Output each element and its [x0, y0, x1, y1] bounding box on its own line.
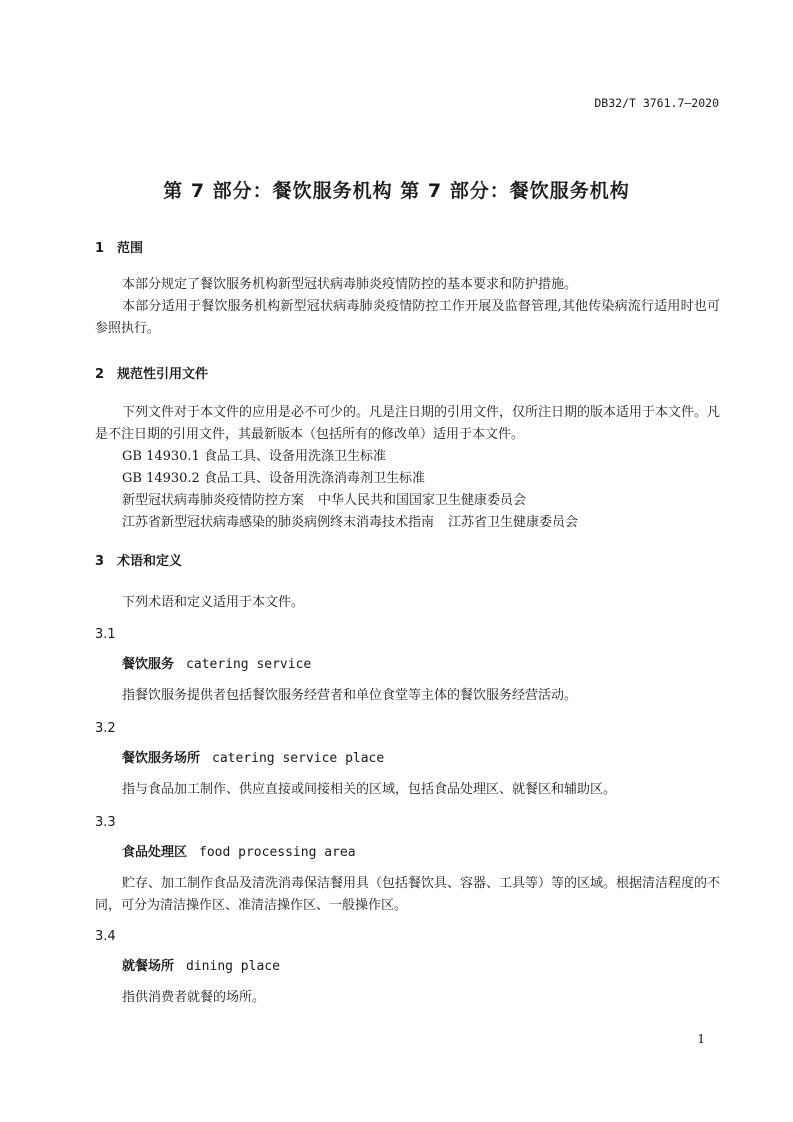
- reference-name: GB 14930.1 食品工具、设备用洗涤卫生标准: [122, 449, 386, 464]
- section-number: 1: [95, 241, 105, 256]
- term-name: [95, 842, 720, 864]
- section-heading: [95, 364, 720, 386]
- reference-item: [95, 468, 720, 490]
- term-en: food processing area: [199, 845, 356, 860]
- reference-name: GB 14930.2 食品工具、设备用洗涤消毒剂卫生标准: [122, 471, 425, 486]
- term-zh: 就餐场所: [122, 959, 175, 974]
- term-entry: [95, 748, 720, 770]
- reference-item: [95, 512, 720, 534]
- paragraph: 下列文件对于本文件的应用是必不可少的。凡是注日期的引用文件，仅所注日期的版本适用于本文件。凡是不注日期的引用文件，其最新版本（包括所有的修改单）适用于本文件。: [95, 405, 721, 442]
- section-title: 术语和定义: [117, 554, 183, 569]
- term-number: 3.3: [95, 815, 116, 830]
- reference-org: 江苏省卫生健康委员会: [448, 515, 579, 530]
- section-heading: [95, 238, 720, 260]
- term-entry: [95, 779, 720, 801]
- term-zh: 餐饮服务场所: [122, 751, 201, 766]
- scope-body: [95, 274, 720, 340]
- term-entry: [95, 956, 720, 978]
- term-name: [95, 654, 720, 676]
- term-definition: 指餐饮服务提供者包括餐饮服务经营者和单位食堂等主体的餐饮服务经营活动。: [122, 688, 578, 703]
- reference-org: 中华人民共和国国家卫生健康委员会: [318, 493, 527, 508]
- term-number: 3.4: [95, 929, 116, 944]
- term-entry: [95, 842, 720, 864]
- term-en: catering service: [186, 657, 312, 672]
- term-entry: [95, 873, 720, 917]
- section-number: 2: [95, 367, 105, 382]
- term-number: 3.2: [95, 721, 116, 736]
- section-terms: [95, 551, 720, 573]
- term-entry: [95, 624, 720, 646]
- reference-name: 江苏省新型冠状病毒感染的肺炎病例终末消毒技术指南: [122, 515, 435, 530]
- term-entry: [95, 654, 720, 676]
- terms-intro: [95, 592, 720, 614]
- term-en: dining place: [186, 959, 280, 974]
- term-entry: [95, 718, 720, 740]
- paragraph: 下列术语和定义适用于本文件。: [122, 595, 305, 610]
- paragraph: 本部分规定了餐饮服务机构新型冠状病毒肺炎疫情防控的基本要求和防护措施。: [122, 277, 578, 292]
- references-body: [95, 402, 720, 534]
- reference-name: 新型冠状病毒肺炎疫情防控方案: [122, 493, 305, 508]
- term-entry: [95, 987, 720, 1009]
- paragraph: 本部分适用于餐饮服务机构新型冠状病毒肺炎疫情防控工作开展及监督管理,其他传染病流行适用时也可参照执行。: [95, 299, 720, 336]
- term-definition: 贮存、加工制作食品及清洗消毒保洁餐用具（包括餐饮具、容器、工具等）等的区域。根据清洁程度的不同，可分为清洁操作区、准清洁操作区、一般操作区。: [95, 876, 721, 913]
- term-zh: 食品处理区: [122, 845, 188, 860]
- term-definition: 指与食品加工制作、供应直接或间接相关的区域，包括食品处理区、就餐区和辅助区。: [122, 782, 617, 797]
- term-zh: 餐饮服务: [122, 657, 175, 672]
- term-entry: [95, 926, 720, 948]
- section-scope: [95, 238, 720, 260]
- page-number: 1: [697, 1032, 705, 1046]
- document-code: DB32/T 3761.7—2020: [594, 96, 719, 110]
- section-heading: [95, 551, 720, 573]
- reference-item: [95, 446, 720, 468]
- term-entry: [95, 812, 720, 834]
- section-title: 范围: [117, 241, 144, 256]
- document-title: 第 7 部分：餐饮服务机构 第 7 部分：餐饮服务机构: [163, 180, 630, 202]
- term-entry: [95, 685, 720, 707]
- term-name: [95, 748, 720, 770]
- term-name: [95, 956, 720, 978]
- section-number: 3: [95, 554, 105, 569]
- reference-item: [95, 490, 720, 512]
- term-en: catering service place: [212, 751, 385, 766]
- term-number: 3.1: [95, 627, 116, 642]
- term-definition: 指供消费者就餐的场所。: [122, 990, 266, 1005]
- section-title: 规范性引用文件: [117, 367, 209, 382]
- section-references: [95, 364, 720, 386]
